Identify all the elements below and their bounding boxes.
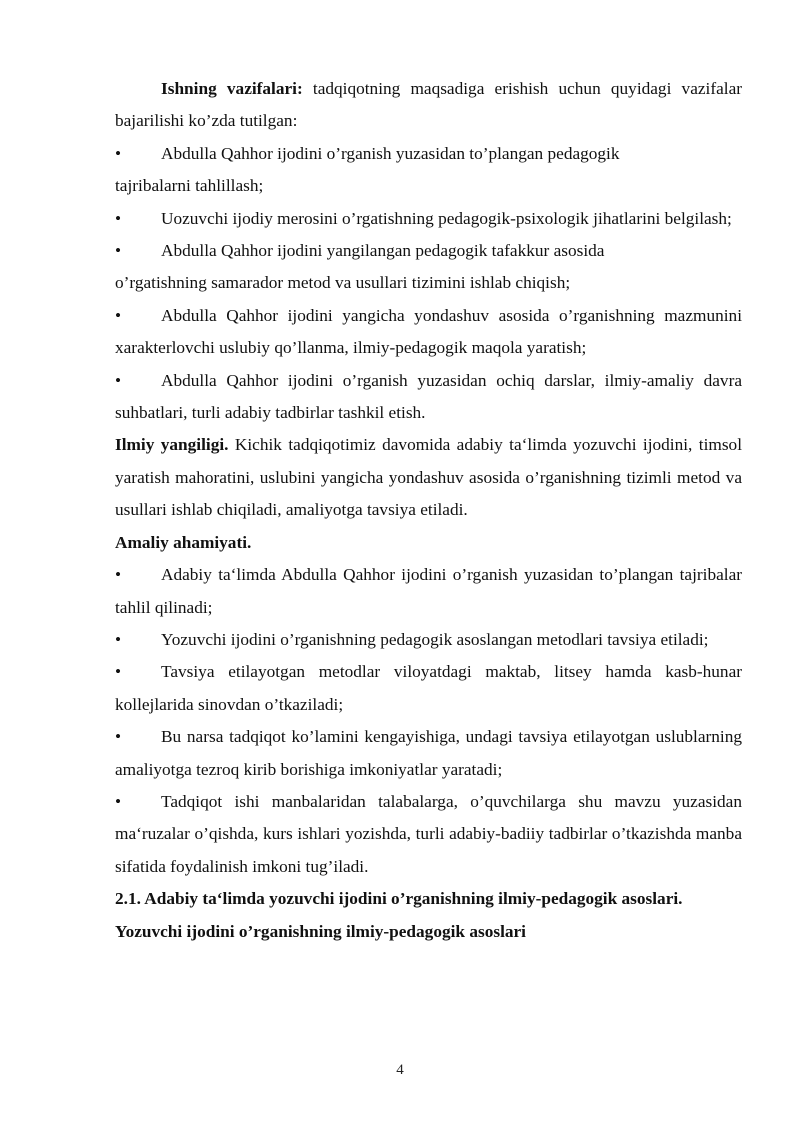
- task-item-4-text: Abdulla Qahhor ijodini yangicha yondashuv asosida o’rganishning mazmunini xarakterlovchi uslubiy qo’llanma, ilmiy-pedagogik maqola yaratish;: [115, 305, 742, 358]
- task-item-2: [115, 203, 742, 235]
- task-item-4: [115, 300, 742, 365]
- bullet-icon: •: [115, 565, 122, 585]
- novelty-text: Kichik tadqiqotimiz davomida adabiy ta‘limda yozuvchi ijodini, timsol yaratish mahoratini, uslubini yangicha yondashuv asosida o’rganishning tizimli metod va usullari ishlab chiqiladi, amaliyotga tavsiya etiladi.: [115, 435, 742, 520]
- sub-heading: Yozuvchi ijodini o’rganishning ilmiy-pedagogik asoslari: [115, 921, 526, 941]
- practical-item-2-text: Yozuvchi ijodini o’rganishning pedagogik asoslangan metodlari tavsiya etiladi;: [161, 629, 709, 649]
- tasks-intro-label: Ishning vazifalari:: [161, 79, 303, 98]
- practical-item-1: [115, 559, 742, 624]
- task-item-5: [115, 365, 742, 430]
- novelty-paragraph: [115, 429, 742, 526]
- bullet-icon: •: [115, 791, 122, 811]
- tasks-intro-text: tadqiqotning maqsadiga erishish uchun quyidagi vazifalar bajarilishi ko’zda tutilgan:: [115, 79, 742, 131]
- document-page: [115, 73, 742, 948]
- practical-item-5-text: Tadqiqot ishi manbalaridan talabalarga, o’quvchilarga shu mavzu yuzasidan ma‘ruzalar o’qishda, kurs ishlari yozishda, turli adabiy-badiiy tadbirlar o’tkazishda manba sifatida foydalinish imkoni tug’iladi.: [115, 791, 742, 876]
- bullet-icon: •: [115, 727, 122, 747]
- bullet-icon: •: [115, 305, 122, 325]
- bullet-icon: •: [115, 629, 122, 649]
- practical-item-1-text: Adabiy ta‘limda Abdulla Qahhor ijodini o’rganish yuzasidan to’plangan tajribalar tahlil qilinadi;: [115, 565, 742, 617]
- bullet-icon: •: [115, 143, 122, 163]
- practical-item-3-text: Tavsiya etilayotgan metodlar viloyatdagi maktab, litsey hamda kasb-hunar kollejlarida sinovdan o’tkaziladi;: [115, 662, 742, 714]
- practical-heading: Amaliy ahamiyati.: [115, 532, 252, 552]
- task-item-1: [115, 138, 742, 203]
- page-number: 4: [396, 1062, 404, 1078]
- practical-item-4-text: Bu narsa tadqiqot ko’lamini kengayishiga, undagi tavsiya etilayotgan uslublarning amaliyotga tezroq kirib borishiga imkoniyatlar yaratadi;: [115, 727, 742, 779]
- task-item-3: [115, 235, 742, 300]
- section-heading: 2.1. Adabiy ta‘limda yozuvchi ijodini o’rganishning ilmiy-pedagogik asoslari.: [115, 889, 683, 909]
- novelty-label: Ilmiy yangiligi.: [115, 435, 229, 455]
- task-item-3-second-line: o’rgatishning samarador metod va usullari tizimini ishlab chiqish;: [115, 273, 571, 293]
- bullet-icon: •: [115, 208, 122, 228]
- task-item-1-second-line: tajribalarni tahlillash;: [115, 176, 264, 196]
- practical-item-5: [115, 786, 742, 883]
- practical-item-3: [115, 656, 742, 721]
- bullet-icon: •: [115, 662, 122, 682]
- practical-item-4: [115, 721, 742, 786]
- bullet-icon: •: [115, 241, 122, 261]
- task-item-2-text: Uozuvchi ijodiy merosini o’rgatishning pedagogik-psixologik jihatlarini belgilash;: [161, 208, 732, 228]
- task-item-1-first-line: Abdulla Qahhor ijodini o’rganish yuzasidan to’plangan pedagogik: [161, 143, 620, 163]
- bullet-icon: •: [115, 370, 122, 390]
- task-item-3-first-line: Abdulla Qahhor ijodini yangilangan pedagogik tafakkur asosida: [161, 241, 605, 261]
- task-item-5-text: Abdulla Qahhor ijodini o’rganish yuzasidan ochiq darslar, ilmiy-amaliy davra suhbatlari, turli adabiy tadbirlar tashkil etish.: [115, 370, 742, 423]
- tasks-intro-paragraph: [115, 73, 742, 138]
- practical-item-2: [115, 624, 742, 656]
